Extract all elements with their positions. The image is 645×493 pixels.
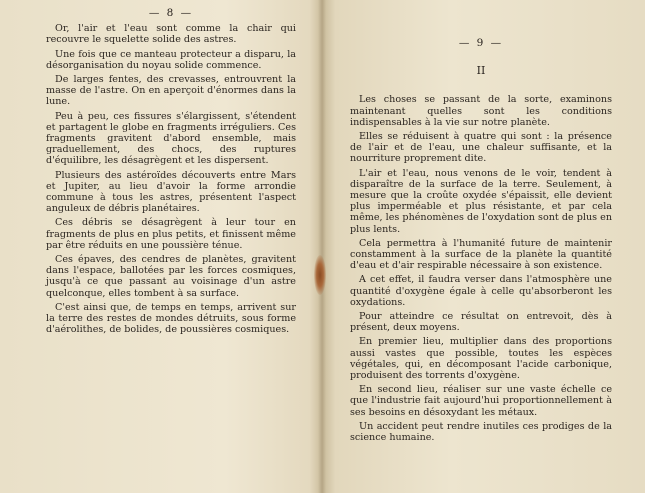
paragraph: A cet effet, il faudra verser dans l'atmosphère une quantité d'oxygène égale à celle qu'absorberont les oxydations.: [350, 274, 612, 308]
paragraph: L'air et l'eau, nous venons de le voir, tendent à disparaître de la surface de la terre. Seulement, à mesure que la croûte oxydée s'épaissit, elle devient plus imperméable et plus résistante, et par cela même, les phénomènes de l'oxydation sont de plus en plus lents.: [350, 167, 612, 235]
paragraph: Cela permettra à l'humanité future de maintenir constamment à la surface de la planète la quantité d'eau et d'air respirable nécessaire à son existence.: [350, 237, 612, 272]
paragraph: Peu à peu, ces fissures s'élargissent, s'étendent et partagent le globe en fragments irréguliers. Ces fragments gravitent d'abord ensemble, mais graduellement, des chocs, des ruptures d'équilibre, les désagrègent et les dispersent.: [46, 110, 296, 167]
paragraph: Ces débris se désagrègent à leur tour en fragments de plus en plus petits, et finissent même par être réduits en une poussière ténue.: [46, 217, 296, 251]
page-number: — 9 —: [458, 37, 504, 49]
binding-stain: [314, 255, 326, 295]
paragraph: Elles se réduisent à quatre qui sont : la présence de l'air et de l'eau, une chaleur suffisante, et la nourriture proprement dite.: [350, 131, 612, 165]
paragraph: Un accident peut rendre inutiles ces prodiges de la science humaine.: [350, 420, 612, 444]
paragraph: Une fois que ce manteau protecteur a disparu, la désorganisation du noyau solide commence.: [46, 48, 296, 71]
paragraph: Or, l'air et l'eau sont comme la chair qui recouvre le squelette solide des astres.: [46, 23, 296, 46]
paragraph: Les choses se passant de la sorte, examinons maintenant quelles sont les conditions indispensables à la vie sur notre planète.: [350, 94, 612, 128]
book-gutter: [318, 0, 326, 493]
paragraph: Ces épaves, des cendres de planètes, gravitent dans l'espace, ballotées par les forces cosmiques, jusqu'à ce que passant au voisinage d'un astre quelconque, elles tombent à sa surface.: [46, 254, 296, 299]
page-number: — 8 —: [148, 7, 194, 19]
paragraph: Plusieurs des astéroïdes découverts entre Mars et Jupiter, au lieu d'avoir la forme arrondie commune à tous les astres, présentent l'aspect anguleux de débris planétaires.: [46, 169, 296, 215]
section-heading: II: [476, 64, 486, 78]
right-page: [350, 0, 612, 446]
paragraph: En second lieu, réaliser sur une vaste échelle ce que l'industrie fait aujourd'hui proportionnellement à ses besoins en désoxydant les métaux.: [350, 384, 612, 418]
paragraph: C'est ainsi que, de temps en temps, arrivent sur la terre des restes de mondes détruits, sous forme d'aérolithes, de bolides, de poussières cosmiques.: [46, 301, 296, 336]
paragraph: Pour atteindre ce résultat on entrevoit, dès à présent, deux moyens.: [350, 311, 612, 334]
paragraph: De larges fentes, des crevasses, entrouvrent la masse de l'astre. On en aperçoit d'énormes dans la lune.: [46, 74, 296, 108]
paragraph: En premier lieu, multiplier dans des proportions aussi vastes que possible, toutes les espèces végétales, qui, en décomposant l'acide carbonique, produisent des torrents d'oxygène.: [350, 336, 612, 382]
left-page: [46, 0, 296, 338]
